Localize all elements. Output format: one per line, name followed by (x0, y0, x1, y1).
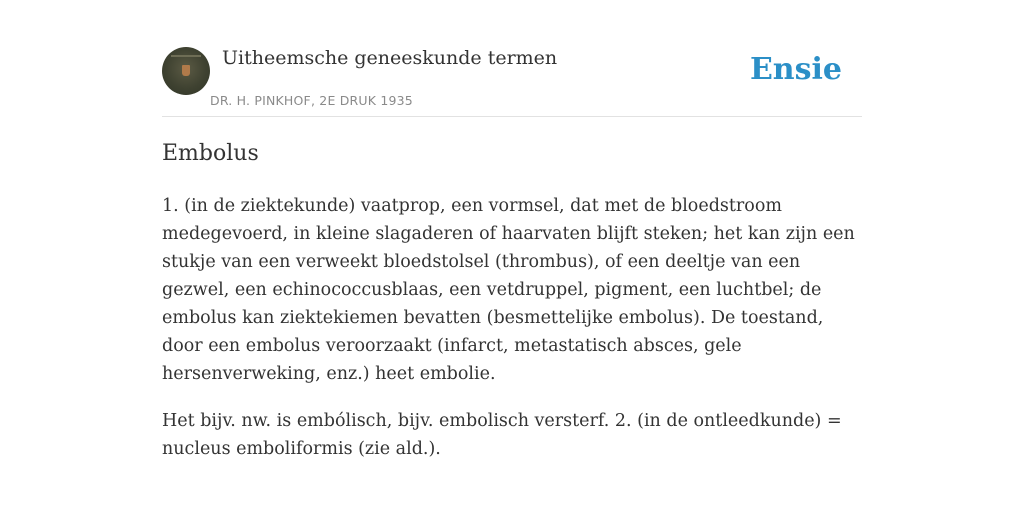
entry-paragraph: 1. (in de ziektekunde) vaatprop, een vormsel, dat met de bloedstroom medegevoerd, in kleine slagaderen of haarvaten blijft steken; het kan zijn een stukje van een verweekt bloedstolsel (thrombus), of een deeltje van een gezwel, een echinococcusblaas, een vetdruppel, pigment, een luchtbel; de embolus kan ziektekiemen bevatten (besmettelijke embolus). De toestand, door een embolus veroorzaakt (infarct, metastatisch absces, gele hersenverweking, enz.) heet embolie. (162, 196, 855, 384)
book-title[interactable]: Uitheemsche geneeskunde termen (222, 47, 558, 69)
book-cover-band (171, 55, 201, 57)
ensie-logo[interactable]: Ensie (749, 52, 842, 87)
book-cover-emblem (182, 65, 190, 76)
entry-text (162, 192, 862, 463)
book-author: DR. H. PINKHOF, 2E DRUK 1935 (210, 93, 413, 108)
entry-title: Embolus (162, 141, 259, 166)
book-cover-icon[interactable] (162, 47, 210, 95)
entry-paragraph: Het bijv. nw. is embólisch, bijv. embolisch versterf. 2. (in de ontleedkunde) = nucleus emboliformis (zie ald.). (162, 411, 842, 459)
entry (162, 136, 862, 463)
header (162, 0, 862, 117)
